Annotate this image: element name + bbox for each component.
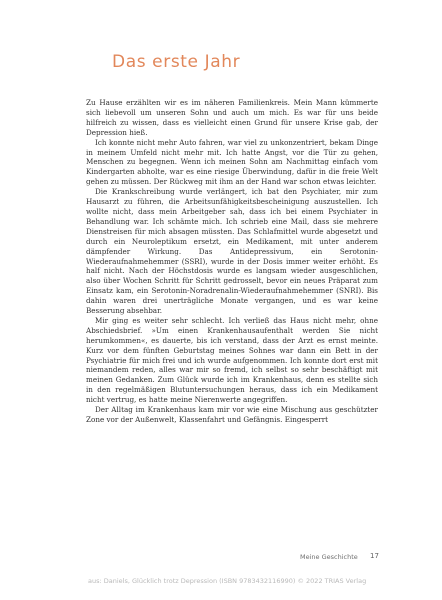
body-text [86,98,378,425]
running-footer: Meine Geschichte [300,553,358,561]
paragraph: Ich konnte nicht mehr Auto fahren, war viel zu unkonzentriert, bekam Dinge in meinem Umfeld nicht mehr mit. Ich hatte Angst, vor die Tür zu gehen, Menschen zu begegnen. Wenn ich meinen Sohn am Nachmittag einfach vom Kindergarten abholte, war es eine riesige Überwindung, dafür in die freie Welt gehen zu müssen. Der Rückweg mit ihm an der Hand war schon etwas leichter. [86,137,378,187]
paragraph: Zu Hause erzählten wir es im näheren Familienkreis. Mein Mann kümmerte sich liebevoll um unseren Sohn und auch um mich. Es war für uns beide hilfreich zu wissen, dass es vielleicht einen Grund für unsere Krise gab, der Depression hieß. [86,98,378,137]
copyright-notice: aus: Daniels, Glücklich trotz Depression (ISBN 9783432116990) © 2022 TRIAS Verlag [88,577,367,585]
paragraph: Mir ging es weiter sehr schlecht. Ich verließ das Haus nicht mehr, ohne Abschiedsbrief. »Um einen Krankenhausaufenthalt werden Sie nicht herumkommen«, es dauerte, bis ich verstand, dass der Arzt es ernst meinte. Kurz vor dem fünften Geburtstag meines Sohnes war dann ein Bett in der Psychiatrie für mich frei und ich wurde aufgenommen. Ich konnte dort erst mit niemandem reden, alles war mir so fremd, ich selbst so sehr beschäftigt mit meinen Gedanken. Zum Glück wurde ich im Krankenhaus, denn es stellte sich in den regelmäßigen Blutuntersuchungen heraus, dass ich ein Medikament nicht vertrug, es hatte meine Nierenwerte angegriffen. [86,315,378,405]
paragraph: Die Krankschreibung wurde verlängert, ich bat den Psychiater, mir zum Hausarzt zu führen, die Arbeitsunfähigkeitsbescheinigung auszustellen. Ich wollte nicht, dass mein Arbeitgeber sah, dass ich bei einem Psychiater in Behandlung war. Ich schämte mich. Ich schrieb eine Mail, dass sie mehrere Dienstreisen für mich absagen müssten. Das Schlafmittel wurde abgesetzt und durch ein Neuroleptikum ersetzt, ein Medikament, mit unter anderem dämpfender Wirkung. Das Antidepressivum, ein Serotonin-Wiederaufnahmehemmer (SSRI), wurde in der Dosis immer weiter erhöht. Es half nicht. Nach der Höchstdosis wurde es langsam wieder ausgeschlichen, also über Wochen Schritt für Schritt gedrosselt, bevor ein neues Präparat zum Einsatz kam, ein Serotonin-Noradrenalin-Wiederaufnahmehemmer (SNRI). Bis dahin waren drei unerträgliche Monate vergangen, und es war keine Besserung absehbar. [86,187,378,316]
paragraph: Der Alltag im Krankenhaus kam mir vor wie eine Mischung aus geschützter Zone vor der Außenwelt, Klassenfahrt und Gefängnis. Eingesperrt [86,405,378,424]
page-number: 17 [370,552,379,560]
chapter-title: Das erste Jahr [112,52,241,72]
